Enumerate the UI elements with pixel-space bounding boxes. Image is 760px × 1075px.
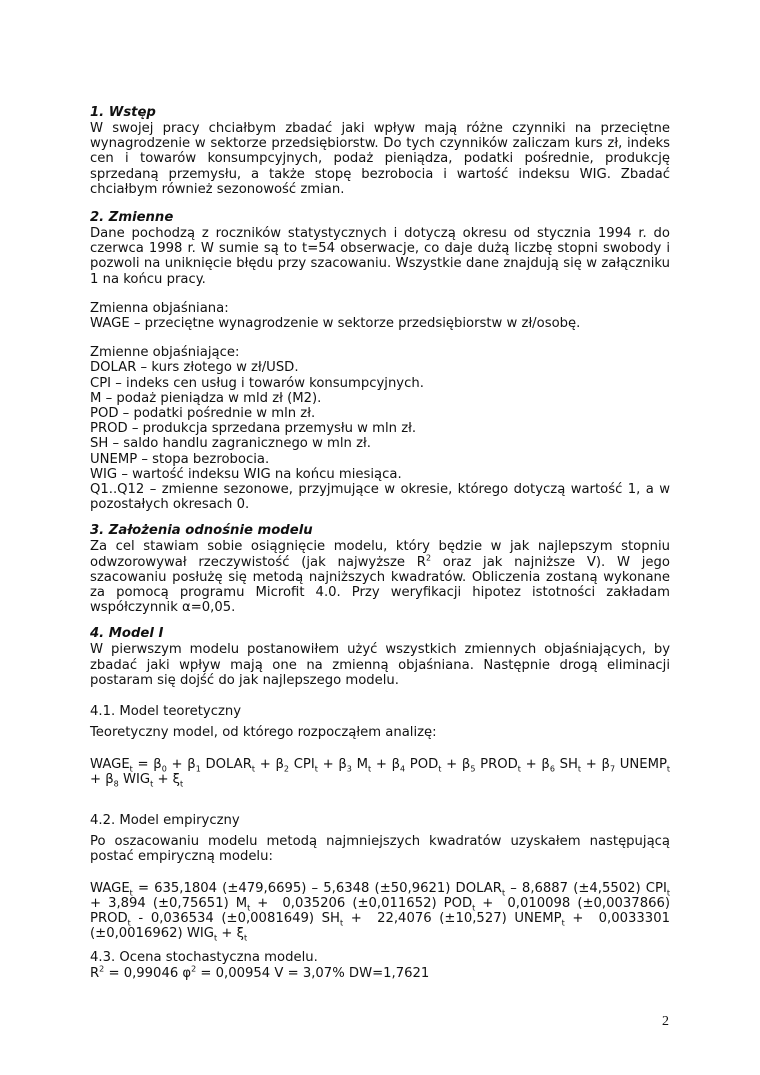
dependent-variable: WAGE – przeciętne wynagrodzenie w sektorze przedsiębiorstw w zł/osobę. [90,316,581,332]
variable-m: M – podaż pieniądza w mld zł (M2). [90,390,322,406]
variable-unemp: UNEMP – stopa bezrobocia. [90,451,270,467]
variable-seasonal: Q1..Q12 – zmienne sezonowe, przyjmujące w okresie, którego dotyczą wartość 1, a w pozostałych okresach 0. [90,482,670,513]
variable-sh: SH – saldo handlu zagranicznego w mln zł. [90,436,371,452]
variable-cpi: CPI – indeks cen usług i towarów konsumpcyjnych. [90,375,424,391]
section-2-heading: 2. Zmienne [90,210,174,226]
subsection-4-1-title: 4.1. Model teoretyczny [90,704,242,720]
empirical-model-equation: $WAGE_t = 635,1804$ (±479,6695) – 5,6348 (±50,9621) $DOLAR_t - 8,6887$ (±4,5502) $CPI_t + 3,894$ (±0,75651) $M_t + 0,035206$ (±0,011652) $POD_t + 0,010098$ (±0,0037866) $PROD_t - 0,036534$ (±0,0081649) $SH_t + 22,4076$ (±10,527) $UNEMP_t + 0,0033301$ (±0,0016962) $WIG_t + \xi_t$ [90,880,671,943]
section-1-text: W swojej pracy chciałbym zbadać jaki wpływ mają różne czynniki na przeciętne wynagrodzenie w sektorze przedsiębiorstw. Do tych czynników zaliczam kurs zł, indeks cen i towarów konsumpcyjnych, podaż pieniądza, podatki pośrednie, produkcję sprzedaną przemysłu, a także stopę bezrobocia i wartość indeksu WIG. Zbadać chciałbym również sezonowość zmian. [90,121,670,197]
document-page [90,104,670,981]
section-3-heading: 3. Założenia odnośnie modelu [90,523,313,539]
theoretical-model-equation: $WAGE_t = \beta_0 + \beta_1$ $DOLAR_t + \beta_2$ $CPI_t + \beta_3$ $M_t + \beta_4$ $POD_t + \beta_5$ $PROD_t + \beta_6$ $SH_t + \beta_7$ $UNEMP_t + \beta_8$ $WIG_t + \xi_t$ [90,756,671,789]
section-2-text: Dane pochodzą z roczników statystycznych i dotyczą okresu od stycznia 1994 r. do czerwca 1998 r. W sumie są to t=54 obserwacje, co daje dużą liczbę stopni swobody i pozwoli na uniknięcie błędu przy szacowaniu. Wszystkie dane znajdują się w załączniku 1 na końcu pracy. [90,226,670,287]
variable-pod: POD – podatki pośrednie w mln zł. [90,406,316,422]
subsection-4-3-title: 4.3. Ocena stochastyczna modelu. [90,950,318,966]
dependent-variable-label: Zmienna objaśniana: [90,300,229,316]
stochastic-stats: $R^2 = 0,99046$ $\varphi^2 = 0,00954$ V = 3,07% DW=1,7621 [90,964,430,981]
variable-prod: PROD – produkcja sprzedana przemysłu w mln zł. [90,421,417,437]
subsection-4-2-title: 4.2. Model empiryczny [90,812,240,828]
page-number: 2 [662,1014,669,1029]
variable-dolar: DOLAR – kurs złotego w zł/USD. [90,360,299,376]
section-4-heading: 4. Model I [90,626,164,642]
section-4-text: W pierwszym modelu postanowiłem użyć wszystkich zmiennych objaśniających, by zbadać jaki wpływ mają one na zmienną objaśniana. Następnie drogą eliminacji postaram się dojść do jak najlepszego modelu. [90,642,670,688]
independent-variables-label: Zmienne objaśniające: [90,345,240,361]
variable-wig: WIG – wartość indeksu WIG na końcu miesiąca. [90,466,402,482]
subsection-4-2-text: Po oszacowaniu modelu metodą najmniejszych kwadratów uzyskałem następującą postać empiryczną modelu: [90,834,670,865]
subsection-4-1-text: Teoretyczny model, od którego rozpocząłem analizę: [90,725,437,741]
section-3-text: Za cel stawiam sobie osiągnięcie modelu, który będzie w jak najlepszym stopniu odwzorowywał rzeczywistość (jak najwyższe $R^2$ oraz jak najniższe V). W jego szacowaniu posłużę się metodą najniższych kwadratów. Obliczenia zostaną wykonane za pomocą programu Microfit 4.0. Przy weryfikacji hipotez istotności zakładam współczynnik α=0,05. [90,539,670,616]
section-1-heading: 1. Wstęp [90,105,156,120]
